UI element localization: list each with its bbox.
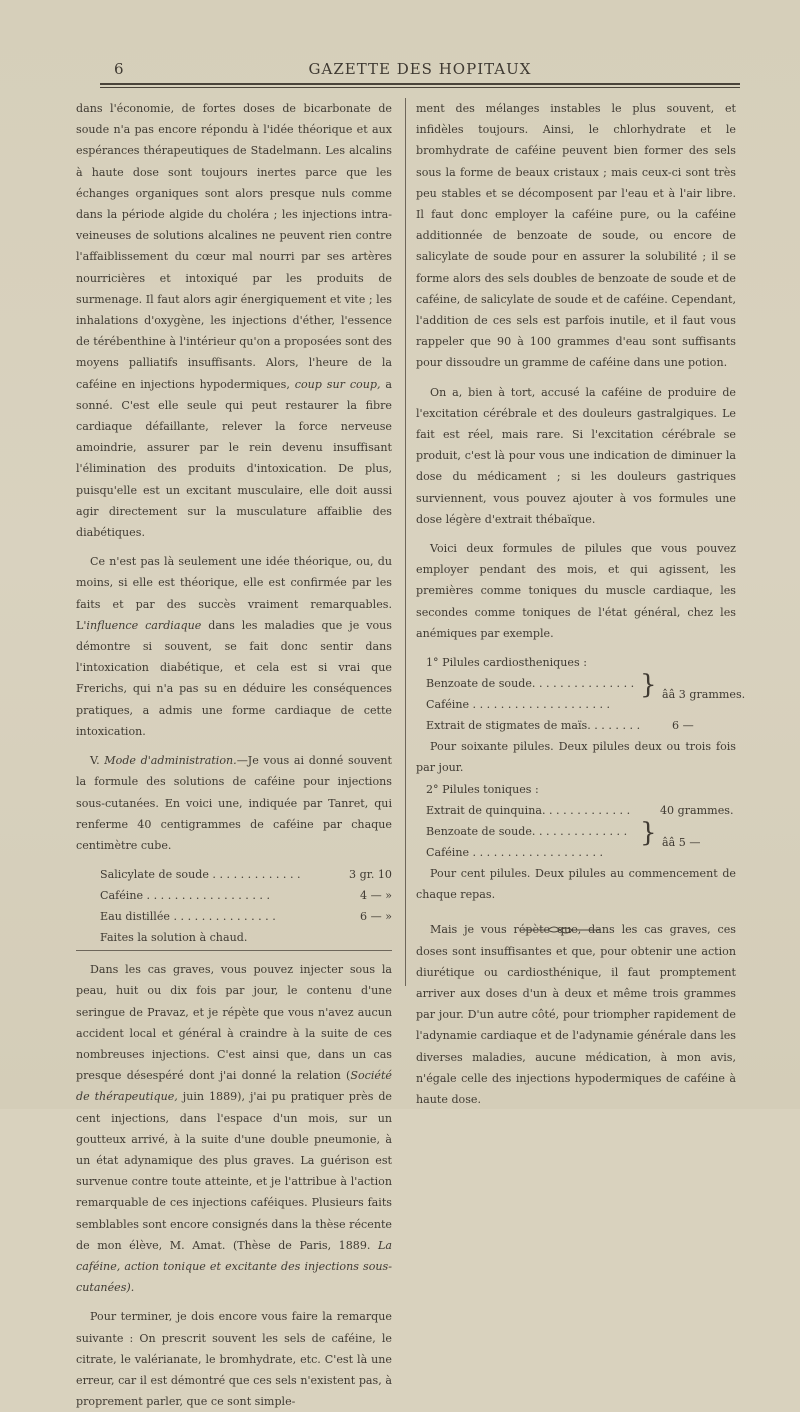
formula-row: Extrait de quinquina. . . . . . . . . . . . . 40 grammes. <box>426 803 734 817</box>
formula-row: Eau distillée . . . . . . . . . . . . . . . 6 — » <box>100 910 392 924</box>
formula-title: 1° Pilules cardiostheniques : <box>426 656 587 670</box>
section-paragraph: V. Mode d'administration.—Je vous ai donné souvent la formule des solutions de caféine pour injections sous-cutanées. En voici une, indiquée par Tanret, qui renferme 40 centigrammes de caféine par chaque centimètre cube. <box>76 754 392 852</box>
pill-formula-1 <box>416 652 746 779</box>
formula-rule <box>76 950 392 951</box>
paragraph: Ce n'est pas là seulement une idée théorique, ou, du moins, si elle est théorique, elle est confirmée par les faits et par des succès vraiment remarquables. L'influence cardiaque dans les maladies que je vous démontre si souvent, se fait donc sentir dans l'intoxication diabétique, et cela est si vrai que Frerichs, qui n'a pas su en déduire les conséquences pratiques, a admis une forme cardiaque de cette intoxication. <box>76 555 393 738</box>
page-number: 6 <box>114 60 124 78</box>
brace: } <box>640 817 657 848</box>
header-rule-thin <box>100 87 740 88</box>
formula-table <box>76 864 392 948</box>
formula-row: Benzoate de soude. . . . . . . . . . . . . . <box>426 824 628 838</box>
formula-row: Caféine . . . . . . . . . . . . . . . . . . 4 — » <box>100 889 392 903</box>
end-ornament <box>518 923 602 937</box>
formula-row: Extrait de stigmates de maïs. . . . . . . . 6 — <box>426 719 694 733</box>
left-column <box>76 98 392 1412</box>
brace: } <box>640 670 657 701</box>
formula-row: Benzoate de soude. . . . . . . . . . . . . . . <box>426 677 635 691</box>
paragraph: Pour terminer, je dois encore vous faire la remarque suivante : On prescrit souvent les sels de caféine, le citrate, le valérianate, le bromhydrate, etc. C'est là une erreur, car il est démontré que ces sels n'existent pas, à proprement parler, que ce sont simple- <box>76 1310 392 1409</box>
formula-row: Caféine . . . . . . . . . . . . . . . . . . . . ââ 3 grammes. <box>426 688 746 712</box>
paragraph: On a, bien à tort, accusé la caféine de produire de l'excitation cérébrale et des douleurs gastralgiques. Le fait est réel, mais rare. Si l'excitation cérébrale se produit, c'est là pour vous une indication de diminuer la dose du médicament ; si les douleurs gastriques surviennent, vous pouvez ajouter à vos formules une dose légère d'extrait thébaïque. <box>416 385 736 526</box>
header-rule <box>100 83 740 85</box>
formula-title: 2° Pilules toniques : <box>426 782 539 796</box>
formula-note: Faites la solution à chaud. <box>100 931 248 945</box>
journal-title: GAZETTE DES HOPITAUX <box>308 60 532 78</box>
formula-row: Caféine . . . . . . . . . . . . . . . . . . . ââ 5 — <box>426 835 701 859</box>
pill-formula-2 <box>416 779 736 906</box>
paragraph: ment des mélanges instables le plus souvent, et infidèles toujours. Ainsi, le chlorhydrate et le bromhydrate de caféine peuvent bien former des sels sous la forme de beaux cristaux ; mais ceux-ci sont très peu stables et se décomposent par l'eau et à l'air libre. Il faut donc employer la caféine pure, ou la caféine additionnée de benzoate de soude, ou encore de salicylate de soude pour en assurer la solubilité ; il se forme alors des sels doubles de benzoate de soude et de caféine, de salicylate de soude et de caféine. Cependant, l'addition de ces sels est parfois inutile, et il faut vous rappeler que 90 à 100 grammes d'eau sont suffisants pour dissoudre un gramme de caféine dans une potion. <box>416 102 736 370</box>
page-header <box>100 60 740 82</box>
section-title: Mode d'administration. <box>104 754 237 768</box>
paragraph: Mais je vous répète que, dans les cas graves, ces doses sont insuffisantes et que, pour obtenir une action diurétique ou cardiosthénique, il faut promptement arriver aux doses d'un à deux et même trois grammes par jour. D'un autre côté, pour triompher rapidement de l'adynamie cardiaque et de l'adynamie générale dans les diverses maladies, aucune médication, à mon avis, n'égale celle des injections hypodermiques de caféine à haute dose. <box>416 923 736 1106</box>
formula-row: Salicylate de soude . . . . . . . . . . . . . 3 gr. 10 <box>100 868 392 882</box>
section-number: V. <box>90 754 100 768</box>
paragraph: dans l'économie, de fortes doses de bicarbonate de soude n'a pas encore répondu à l'idée théorique et aux espérances thérapeutiques de Stadelmann. Les alcalins à haute dose sont toujours inertes parce que les échanges organiques sont alors presque nuls comme dans la période algide du choléra ; les injections intra-veineuses de solutions alcalines ne peuvent rien contre l'affaiblissement du cœur mal nourri par ses artères nourricières et intoxiqué par les produits de surmenage. Il faut alors agir énergiquement et vite ; les inhalations d'oxygène, les injections d'éther, l'essence de térébenthine à l'intérieur qu'on a proposées sont des moyens palliatifs insuffisants. Alors, l'heure de la caféine en injections hypodermiques, coup sur coup, a sonné. C'est elle seule qui peut restaurer la fibre cardiaque défaillante, relever la force nerveuse amoindrie, assurer par le rein devenu insuffisant l'élimination des produits d'intoxication. De plus, puisqu'elle est un excitant musculaire, elle doit aussi agir directement sur la musculature affaiblie des diabétiques. <box>76 102 393 540</box>
paragraph: Dans les cas graves, vous pouvez injecter sous la peau, huit ou dix fois par jour, le contenu d'une seringue de Pravaz, et je répète que vous n'avez aucun accident local et général à craindre à la suite de ces nombreuses injections. C'est ainsi que, dans un cas presque désespéré dont j'ai donné la relation (Société de thérapeutique, juin 1889), j'ai pu pratiquer près de cent injections, dans l'espace d'un mois, sur un goutteux arrivé, à la suite d'une double pneumonie, à un état adynamique des plus graves. La guérison est survenue contre toute atteinte, et je l'attribue à l'action remarquable de ces injections caféiques. Plusieurs faits semblables sont encore consignés dans la thèse récente de mon élève, M. Amat. (Thèse de Paris, 1889. La caféine, action tonique et excitante des injections sous-cutanées). <box>76 963 392 1295</box>
right-column <box>416 98 746 1118</box>
column-divider <box>405 98 406 986</box>
paragraph: Voici deux formules de pilules que vous pouvez employer pendant des mois, et qui agissent, les premières comme toniques du muscle cardiaque, les secondes comme toniques de l'état général, chez les anémiques par exemple. <box>416 542 736 640</box>
formula-note: Pour cent pilules. Deux pilules au commencement de chaque repas. <box>416 866 736 902</box>
formula-note: Pour soixante pilules. Deux pilules deux ou trois fois par jour. <box>416 740 736 775</box>
